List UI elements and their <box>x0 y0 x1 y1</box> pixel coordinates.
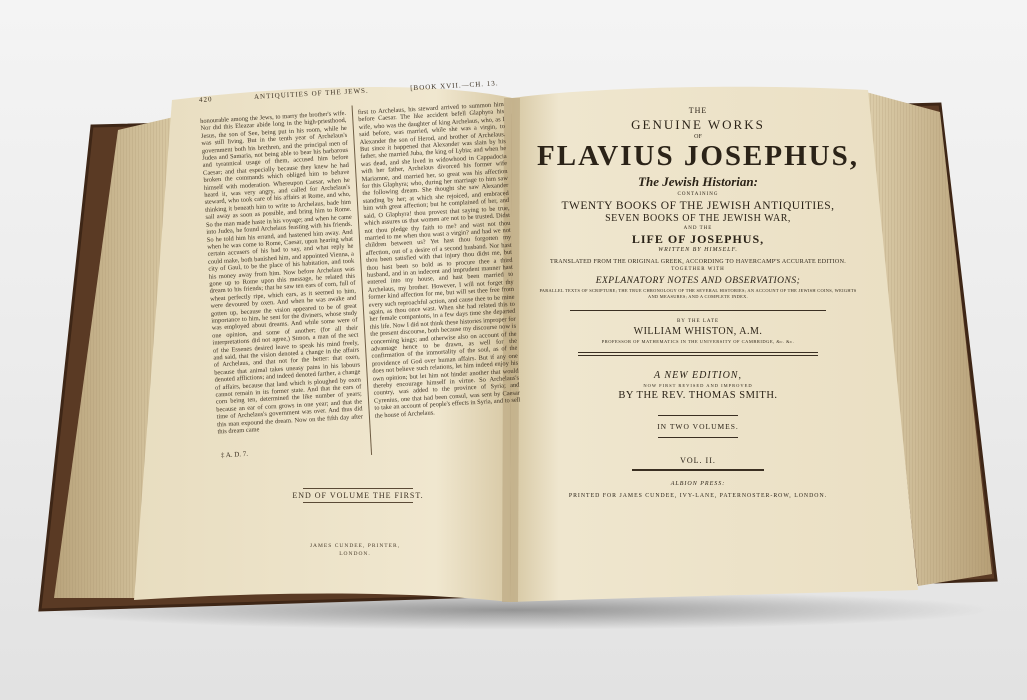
title-seven-books: SEVEN BOOKS OF THE JEWISH WAR, <box>605 213 791 224</box>
title-translated: TRANSLATED FROM THE ORIGINAL GREEK, ACCORDING TO HAVERCAMP'S ACCURATE EDITION. <box>550 259 846 265</box>
title-short-rule-2 <box>658 437 738 438</box>
chapter-ref: [BOOK XVII.—CH. 13. <box>410 79 499 93</box>
end-of-volume <box>283 486 433 505</box>
title-subtitle: The Jewish Historian: <box>638 174 758 189</box>
title-author: FLAVIUS JOSEPHUS, <box>537 140 859 172</box>
title-containing: CONTAINING <box>677 192 719 197</box>
title-in-two-volumes: IN TWO VOLUMES. <box>657 422 739 431</box>
title-parallel: PARALLEL TEXTS OF SCRIPTURE; THE TRUE CHRONOLOGY OF THE SEVERAL HISTORIES; AN ACCOUNT OF THE JEWISH COINS, WEIGHTS AND MEASURES; AND A COMPLETE INDEX. <box>539 288 857 299</box>
running-head-title: ANTIQUITIES OF THE JEWS. <box>253 86 369 101</box>
printer-imprint <box>305 542 405 558</box>
title-printed-for: PRINTED FOR JAMES CUNDEE, IVY-LANE, PATERNOSTER-ROW, LONDON. <box>568 493 828 499</box>
end-of-volume-text: END OF VOLUME THE FIRST. <box>292 491 424 500</box>
title-revised: NOW FIRST REVISED AND IMPROVED <box>643 383 753 388</box>
title-page <box>528 100 868 499</box>
title-professor: PROFESSOR OF MATHEMATICS IN THE UNIVERSITY OF CAMBRIDGE, &c. &c. <box>601 339 795 344</box>
title-genuine-works: GENUINE WORKS <box>631 117 765 132</box>
title-and-the: AND THE <box>683 226 713 231</box>
title-editor: BY THE REV. THOMAS SMITH. <box>618 390 778 401</box>
title-rule <box>570 310 826 311</box>
title-volume: VOL. II. <box>680 456 716 465</box>
title-albion-press: ALBION PRESS: <box>670 481 726 487</box>
title-double-rule <box>578 352 818 356</box>
text-column-left: honourable among the Jews, to marry the brother's wife. Nor did this Eleazar abide long in the high-priesthood, Jesus, the son of See, being put in his room, while he was still living. But in the tenth year of Archelaus's government both his brethren, and the principal men of Judea and Samaria, not being able to bear his barbarous and tyrannical usage of them, accused him before Caesar; and that especially because they knew he had broken the commands which obliged him to behave himself with moderation. Whereupon Caesar, when he heard it, was very angry, and called for Archelaus's steward, who took care of his affairs at Rome, and who, thinking it beneath him to write to Archelaus, bade him sail away as soon as possible, and bring him to Rome. So the man made haste in his voyage; and when he came into Judea, he found Archelaus feasting with his friends. So he told him his errand, and hastened him away. And when he was come to Rome, Caesar, upon hearing what certain accusers of his had to say, and what reply he could make, both banished him, and appointed Vienna, a city of Gaul, to be the place of his habitation, and took his money away from him. Now before Archelaus was gone up to Rome upon this message, he related this dream to his friends; that he saw ten ears of corn, full of wheat perfectly ripe, which ears, as it seemed to him, were devoured by oxen. And when he was awake and gotten up, because the vision appeared to be of great importance to him, he sent for the diviners, whose study was employed about dreams. And while some were of one opinion, and some of another; (for all their interpretations did not agree,) Simon, a man of the sect of the Essenes desired leave to speak his mind freely, and said, that the vision denoted a change in the affairs of Archelaus, and that not for the better: that oxen, because that animal takes uneasy pains in his labours denoted afflictions; and indeed denoted farther, a change of affairs, because that land which is ploughed by oxen cannot remain in its former state. And that the ears of corn being ten, determined the like number of years; because an ear of corn grows in one year; and that the time of Archelaus's government was over. And thus did this man expound the dream. Now on the fifth day after this dream came <box>200 109 364 436</box>
title-together-with: TOGETHER WITH <box>671 267 725 272</box>
title-twenty-books: TWENTY BOOKS OF THE JEWISH ANTIQUITIES, <box>561 200 835 212</box>
page-number: 420 <box>198 95 213 105</box>
printer-line2: LONDON. <box>339 551 371 557</box>
title-thick-rule <box>632 469 764 471</box>
title-short-rule <box>658 415 738 416</box>
title-new-edition: A NEW EDITION, <box>654 370 742 381</box>
title-written-by: WRITTEN BY HIMSELF. <box>658 247 738 253</box>
left-page-text <box>198 79 525 477</box>
title-by-the-late: BY THE LATE <box>676 319 720 324</box>
title-explanatory: EXPLANATORY NOTES AND OBSERVATIONS; <box>595 276 801 286</box>
title-of: OF <box>694 134 702 140</box>
title-life: LIFE OF JOSEPHUS, <box>631 232 765 246</box>
text-column-right: first to Archelaus, his steward arrived to summon him before Caesar. The like accident befell Glaphyra his wife, who was the daughter of king Archelaus, who, as I said before, was married, while she was a virgin, to Alexander the son of Herod, and brother of Archelaus. But since it happened that Alexander was slain by his father, she married Juba, the king of Lybia; and when he was dead, and she lived in widowhood in Cappadocia with her father, Archelaus divorced his former wife Mariamne, and married her, so great was his affection for this Glaphyra; who, during her marriage to him saw the following dream. She thought she saw Alexander standing by her; at which she rejoiced, and embraced him with great affection; but he complained of her, and said, O Glaphyra! thou provest that saying to be true, which assures us that women are not to be trusted. Didst not thou pledge thy faith to me? and wast not thou married to me when thou wast a virgin? and had we not children between us? Yet hast thou forgotten my affection, out of a desire of a second husband. Nor hast thou been satisfied with that injury thou didst me, but thou hast been so bold as to procure thee a third husband, and in an indecent and imprudent manner hast entered into my house, and hast been married to Archelaus, my brother. However, I will not forget thy former kind affection for me, but will set thee free from every such reproachful action, and cause thee to be mine again, as thou once wast. When she had related this to her female companions, in a few days time she departed this life. Now I did not think these histories improper for the present discourse, both because my discourse now is concerning kings; and otherwise also on account of the advantage hence to be drawn, as well for the confirmation of the immortality of the soul, as of the providence of God over human affairs. But if any one does not believe such relations, let him indeed enjoy his own opinion; but let him not hinder another that would thereby encourage himself in virtue. So Archelaus's country, was added to the province of Syria; and Cyrenius, one that had been consul, was sent by Caesar to take an account of people's effects in Syria, and to sell the house of Archelaus. <box>357 101 521 420</box>
printer-line1: JAMES CUNDEE, PRINTER, <box>309 543 401 549</box>
title-translator: WILLIAM WHISTON, A.M. <box>633 326 763 337</box>
title-the: THE <box>688 106 708 115</box>
year-note: ‡ A. D. 7. <box>220 449 249 460</box>
